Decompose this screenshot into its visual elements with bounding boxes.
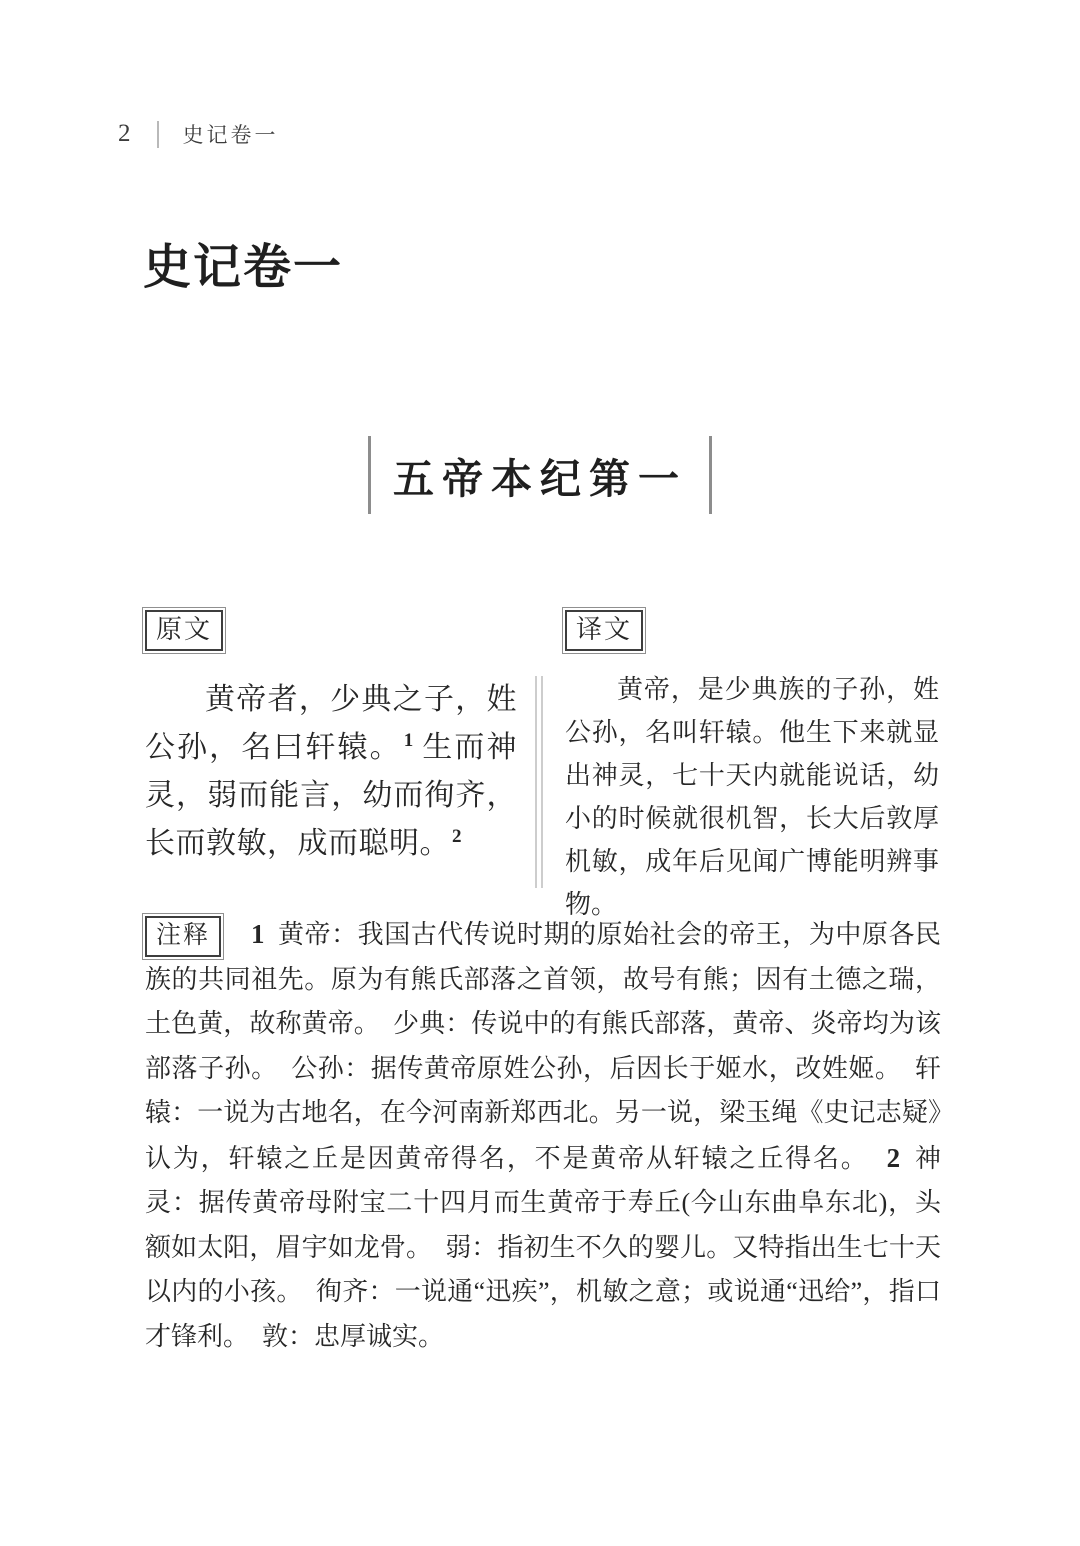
translation-label: 译文 xyxy=(565,610,643,651)
notes-label: 注释 xyxy=(145,916,221,957)
note-number-2: 2 xyxy=(886,1142,901,1173)
note-text-2: 神灵：据传黄帝母附宝二十四月而生黄帝于寿丘(今山东曲阜东北)，头额如太阳，眉宇如龙骨。 弱：指初生不久的婴儿。又特指出生七十天以内的小孩。 徇齐：一说通“迅疾”，机敏之意；或说通“迅给”，指口才锋利。 敦：忠厚诚实。 xyxy=(145,1143,941,1351)
original-sentence-1: 黄帝者，少典之子，姓公孙，名曰轩辕。 xyxy=(145,683,517,764)
running-header-title: 史记卷一 xyxy=(182,123,279,147)
chapter-title-left-bar xyxy=(368,436,371,514)
notes-section xyxy=(145,912,941,1359)
translation-column xyxy=(565,610,939,926)
page-number: 2 xyxy=(118,120,131,147)
chapter-title-block xyxy=(0,436,1080,514)
column-divider-rule xyxy=(535,676,543,888)
note-text-1: 黄帝：我国古代传说时期的原始社会的帝王，为中原各民族的共同祖先。原为有熊氏部落之首领，故号有熊；因有土德之瑞，土色黄，故称黄帝。 少典：传说中的有熊氏部落，黄帝、炎帝均为该部落子孙。 公孙：据传黄帝原姓公孙，后因长于姬水，改姓姬。 轩辕：一说为古地名，在今河南新郑西北。另一说，梁玉绳《史记志疑》认为，轩辕之丘是因黄帝得名，不是黄帝从轩辕之丘得名。 xyxy=(145,920,941,1173)
text-columns xyxy=(145,610,939,919)
notes-paragraph xyxy=(145,912,941,1359)
original-sentence-2: 生而神灵，弱而能言，幼而徇齐，长而敦敏，成而聪明。 xyxy=(145,731,518,860)
chapter-title-right-bar xyxy=(709,436,712,514)
header-divider-line xyxy=(157,121,159,148)
volume-title: 史记卷一 xyxy=(143,241,344,294)
translation-paragraph: 黄帝，是少典族的子孙，姓公孙，名叫轩辕。他生下来就显出神灵，七十天内就能说话，幼小的时候就很机智，长大后敦厚机敏，成年后见闻广博能明辨事物。 xyxy=(565,675,939,919)
original-label: 原文 xyxy=(145,610,223,651)
original-paragraph xyxy=(145,676,517,868)
note-number-1: 1 xyxy=(251,919,265,949)
note-reference-1: 1 xyxy=(403,730,414,751)
chapter-title: 五帝本纪第一 xyxy=(393,455,687,502)
original-column xyxy=(145,610,517,868)
running-header xyxy=(118,118,279,150)
note-reference-2: 2 xyxy=(452,826,462,847)
